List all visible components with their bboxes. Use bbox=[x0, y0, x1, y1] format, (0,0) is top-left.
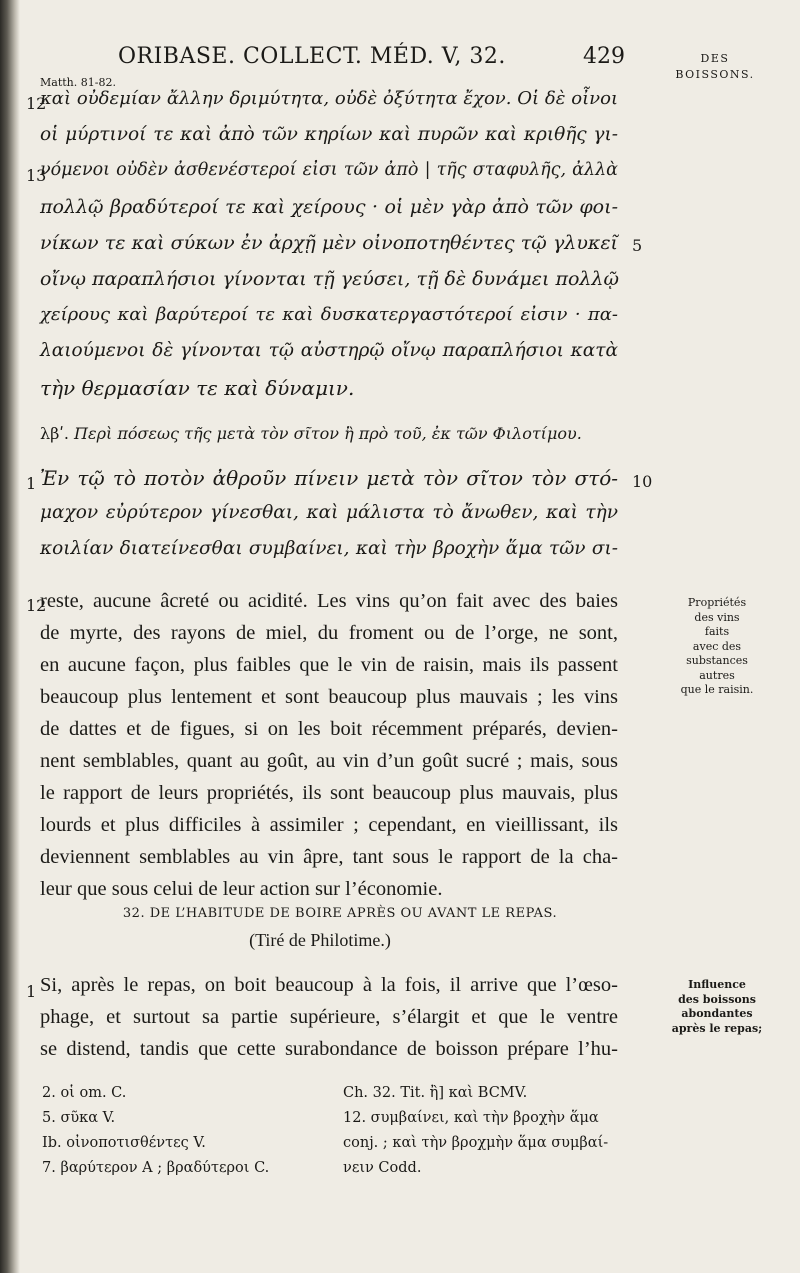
french-line: en aucune façon, plus faibles que le vin de raisin, mais ils passent bbox=[40, 654, 618, 676]
line-number: 1 bbox=[26, 982, 37, 1001]
french-line: reste, aucune âcreté ou acidité. Les vins qu’on fait avec des baies bbox=[40, 590, 618, 612]
greek-line: μαχον εὐρύτερον γίνεσθαι, καὶ μάλιστα τὸ ἄνωθεν, καὶ τὴν bbox=[40, 502, 618, 523]
margin-note-influence bbox=[662, 978, 772, 1036]
footnote: Ib. οἰνοποτισθέντες V. bbox=[42, 1135, 206, 1151]
french-line: phage, et surtout sa partie supérieure, s’élargit et que le ventre bbox=[40, 1006, 618, 1028]
french-chapter-title: 32. DE L’HABITUDE DE BOIRE APRÈS OU AVANT LE REPAS. bbox=[122, 906, 558, 921]
greek-line: οἱ μύρτινοί τε καὶ ἀπὸ τῶν κηρίων καὶ πυρῶν καὶ κριθῆς γι- bbox=[40, 124, 618, 145]
greek-line: τὴν θερμασίαν τε καὶ δύναμιν. bbox=[40, 376, 355, 400]
french-line: beaucoup plus lentement et sont beaucoup plus mauvais ; les vins bbox=[40, 686, 618, 708]
footnote: 2. οἱ om. C. bbox=[42, 1085, 127, 1101]
french-line: nent semblables, quant au goût, au vin d’un goût sucré ; mais, sous bbox=[40, 750, 618, 772]
running-head-line-1: DES bbox=[700, 52, 730, 65]
greek-line: λαιούμενοι δὲ γίνονται τῷ αὐστηρῷ οἴνῳ παραπλήσιοι κατὰ bbox=[40, 340, 618, 361]
margin-note-properties bbox=[662, 596, 772, 698]
footnote: 5. σῦκα V. bbox=[42, 1110, 116, 1126]
greek-chapter-title: Περὶ πόσεως τῆς μετὰ τὸν σῖτον ἢ πρὸ τοῦ, ἐκ τῶν Φιλοτίμου. bbox=[74, 424, 582, 443]
french-line: de dattes et de figues, si on les boit récemment préparés, devien- bbox=[40, 718, 618, 740]
greek-line: πολλῷ βραδύτεροί τε καὶ χείρους · οἱ μὲν γὰρ ἀπὸ τῶν φοι- bbox=[40, 196, 618, 218]
footnote: νειν Codd. bbox=[343, 1160, 422, 1176]
margin-note-line: faits bbox=[704, 625, 730, 638]
line-number: 13 bbox=[26, 166, 47, 185]
margin-note-line: des boissons bbox=[678, 992, 756, 1006]
greek-chapter-number: λβʹ. bbox=[40, 424, 69, 443]
margin-note-line: avec des bbox=[692, 639, 742, 653]
margin-note-line: Influence bbox=[688, 978, 746, 991]
greek-line: οἴνῳ παραπλήσιοι γίνονται τῇ γεύσει, τῇ δὲ δυνάμει πολλῷ bbox=[40, 268, 619, 290]
greek-line: Ἐν τῷ τὸ ποτὸν ἀθροῦν πίνειν μετὰ τὸν σῖτον τὸν στό- bbox=[40, 466, 618, 490]
book-spine-shadow bbox=[0, 0, 20, 1273]
greek-line: κοιλίαν διατείνεσθαι συμβαίνει, καὶ τὴν βροχὴν ἅμα τῶν σι- bbox=[40, 538, 618, 559]
line-number: 1 bbox=[26, 474, 37, 493]
right-line-number: 10 bbox=[632, 472, 653, 491]
french-line: se distend, tandis que cette surabondance de boisson prépare l’hu- bbox=[40, 1038, 618, 1060]
running-title: ORIBASE. COLLECT. MÉD. V, 32. bbox=[118, 44, 506, 69]
french-line: leur que sous celui de leur action sur l’économie. bbox=[40, 878, 443, 900]
french-line: le rapport de leurs propriétés, ils sont beaucoup plus mauvais, plus bbox=[40, 782, 618, 804]
margin-note-line: Propriétés bbox=[687, 596, 747, 609]
greek-line: νίκων τε καὶ σύκων ἐν ἀρχῇ μὲν οἰνοποτηθέντες τῷ γλυκεῖ bbox=[40, 232, 618, 254]
greek-line: χείρους καὶ βαρύτεροί τε καὶ δυσκατεργαστότεροί εἰσιν · πα- bbox=[40, 304, 618, 325]
margin-note-line: abondantes bbox=[681, 1007, 753, 1020]
margin-note-line: que le raisin. bbox=[680, 683, 754, 696]
french-line: de myrte, des rayons de miel, du froment ou de l’orge, ne sont, bbox=[40, 622, 618, 644]
source-reference: Matth. 81-82. bbox=[40, 76, 116, 89]
french-chapter-subtitle: (Tiré de Philotime.) bbox=[249, 930, 391, 950]
margin-note-line: substances bbox=[686, 654, 748, 667]
margin-note-line: des vins bbox=[694, 610, 740, 624]
running-head-line-2: BOISSONS. bbox=[675, 68, 755, 81]
line-number: 12 bbox=[26, 596, 47, 615]
line-number: 12 bbox=[26, 94, 47, 113]
page-number: 429 bbox=[583, 44, 625, 69]
margin-note-line: autres bbox=[699, 668, 735, 682]
french-line: lourds et plus difficiles à assimiler ; cependant, en vieillissant, ils bbox=[40, 814, 618, 836]
greek-line: καὶ οὐδεμίαν ἄλλην δριμύτητα, οὐδὲ ὀξύτητα ἔχον. Οἱ δὲ οἶνοι bbox=[40, 88, 618, 109]
greek-line: νόμενοι οὐδὲν ἀσθενέστεροί εἰσι τῶν ἀπὸ | τῆς σταφυλῆς, ἀλλὰ bbox=[40, 160, 618, 180]
margin-note-line: après le repas; bbox=[671, 1021, 763, 1035]
right-line-number: 5 bbox=[632, 236, 643, 255]
french-line: deviennent semblables au vin âpre, tant sous le rapport de la cha- bbox=[40, 846, 618, 868]
footnote: conj. ; καὶ τὴν βροχμὴν ἅμα συμβαί- bbox=[343, 1135, 609, 1151]
footnote: Ch. 32. Tit. ἢ] καὶ BCMV. bbox=[343, 1085, 528, 1101]
french-line: Si, après le repas, on boit beaucoup à la fois, il arrive que l’œso- bbox=[40, 974, 618, 996]
greek-chapter-heading bbox=[40, 424, 582, 443]
footnote: 7. βαρύτερον A ; βραδύτεροι C. bbox=[42, 1160, 270, 1176]
footnote: 12. συμβαίνει, καὶ τὴν βροχὴν ἅμα bbox=[343, 1110, 599, 1126]
